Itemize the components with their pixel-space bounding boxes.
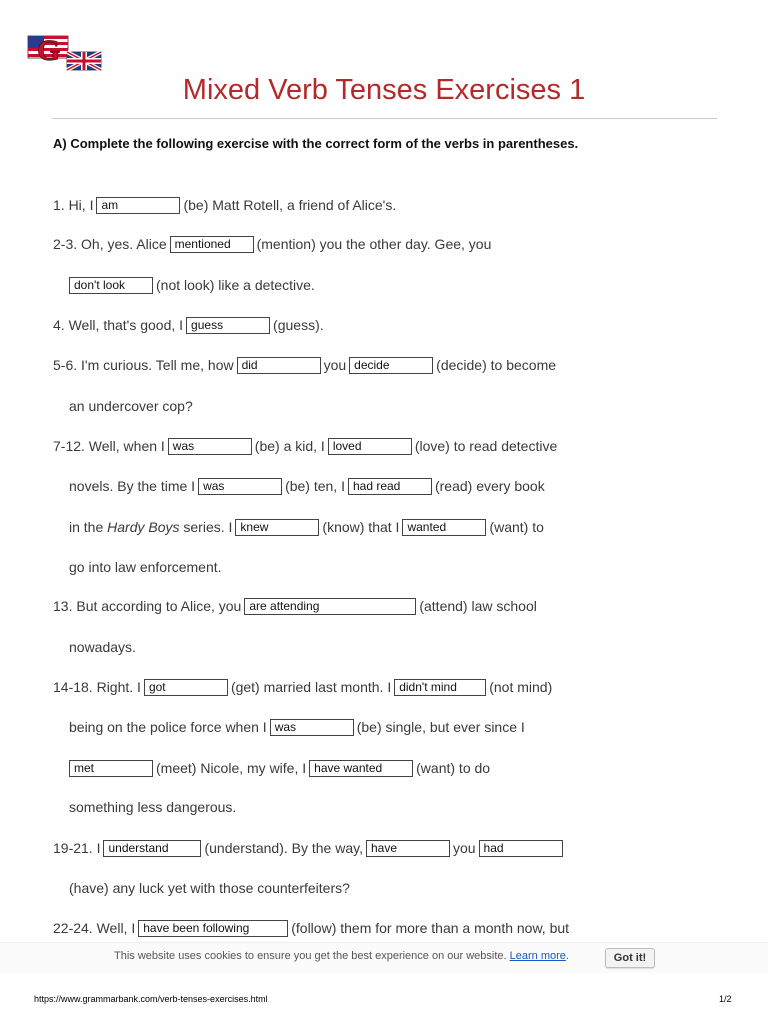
answer-input[interactable]: are attending	[244, 598, 416, 615]
exercise-line	[53, 596, 537, 616]
line-text: 5-6. I'm curious. Tell me, how	[53, 357, 234, 373]
answer-input[interactable]: met	[69, 760, 153, 777]
line-text: (be) single, but ever since I	[356, 719, 525, 735]
cookie-text: This website uses cookies to ensure you get the best experience on our website.	[114, 950, 507, 962]
book-title: Hardy Boys	[107, 519, 180, 535]
line-text: (not look) like a detective.	[156, 277, 315, 293]
answer-input[interactable]: guess	[186, 317, 270, 334]
learn-more-link[interactable]: Learn more	[509, 950, 566, 962]
line-text: (love) to read detective	[414, 438, 558, 454]
line-text: (decide) to become	[436, 357, 557, 373]
line-text: (follow) them for more than a month now, but	[291, 920, 570, 936]
line-text: 13. But according to Alice, you	[53, 598, 242, 614]
line-text: (want) to do	[416, 760, 491, 776]
exercise-line	[53, 436, 557, 456]
line-text: (not mind)	[489, 679, 553, 695]
line-text: an undercover cop?	[69, 398, 193, 414]
answer-input[interactable]: did	[237, 357, 321, 374]
exercise-line	[66, 275, 315, 295]
answer-input[interactable]: mentioned	[170, 236, 254, 253]
line-text: go into law enforcement.	[69, 559, 222, 575]
svg-text:G: G	[37, 34, 61, 67]
exercise-line	[69, 797, 236, 817]
answer-input[interactable]: loved	[328, 438, 412, 455]
exercise-line	[69, 557, 222, 577]
exercise-line	[66, 758, 490, 778]
line-text: something less dangerous.	[69, 799, 237, 815]
line-text: 4. Well, that's good, I	[53, 317, 184, 333]
footer-url: https://www.grammarbank.com/verb-tenses-exercises.html	[34, 994, 268, 1004]
answer-input[interactable]: had read	[348, 478, 432, 495]
answer-input[interactable]: had	[479, 840, 563, 857]
exercise-line	[69, 517, 544, 537]
answer-input[interactable]: have wanted	[309, 760, 413, 777]
line-text: (get) married last month. I	[230, 679, 392, 695]
exercise-line	[69, 878, 350, 898]
exercise-line	[69, 637, 136, 657]
line-text: you	[452, 840, 476, 856]
line-text: (be) Matt Rotell, a friend of Alice's.	[183, 197, 397, 213]
answer-input[interactable]: don't look	[69, 277, 153, 294]
line-text: (want) to	[489, 519, 544, 535]
answer-input[interactable]: have been following	[138, 920, 288, 937]
line-text: 14-18. Right. I	[53, 679, 141, 695]
line-text: (read) every book	[434, 478, 545, 494]
exercise-line	[53, 838, 566, 858]
line-text: (be) a kid, I	[254, 438, 325, 454]
title-divider	[52, 118, 717, 119]
exercise-line	[53, 234, 491, 254]
answer-input[interactable]: was	[168, 438, 252, 455]
cookie-consent-bar	[0, 942, 768, 973]
answer-input[interactable]: understand	[103, 840, 201, 857]
exercise-line	[53, 315, 324, 335]
line-text: (guess).	[273, 317, 324, 333]
answer-input[interactable]: decide	[349, 357, 433, 374]
line-text: (have) any luck yet with those counterfeiters?	[69, 880, 350, 896]
line-text: (attend) law school	[419, 598, 537, 614]
line-text: 19-21. I	[53, 840, 101, 856]
answer-input[interactable]: knew	[235, 519, 319, 536]
exercise-line	[69, 476, 545, 496]
line-text: (understand). By the way,	[204, 840, 363, 856]
grammarbank-logo	[27, 32, 103, 72]
line-text: (be) ten, I	[285, 478, 345, 494]
line-text: nowadays.	[69, 639, 136, 655]
answer-input[interactable]: wanted	[402, 519, 486, 536]
exercise-line	[69, 396, 193, 416]
exercise-line	[53, 195, 396, 215]
line-text: (mention) you the other day. Gee, you	[256, 236, 492, 252]
answer-input[interactable]: was	[198, 478, 282, 495]
answer-input[interactable]: have	[366, 840, 450, 857]
cookie-message: This website uses cookies to ensure you get the best experience on our website. Learn more.	[114, 950, 569, 962]
line-text: (know) that I	[322, 519, 400, 535]
line-text: 7-12. Well, when I	[53, 438, 165, 454]
answer-input[interactable]: didn't mind	[394, 679, 486, 696]
got-it-button[interactable]: Got it!	[605, 948, 655, 968]
line-text: being on the police force when I	[69, 719, 267, 735]
footer-page-number: 1/2	[719, 994, 732, 1004]
exercise-line	[69, 717, 525, 737]
exercise-line	[53, 918, 569, 938]
line-text: 2-3. Oh, yes. Alice	[53, 236, 167, 252]
exercise-line	[53, 677, 552, 697]
page-title: Mixed Verb Tenses Exercises 1	[182, 74, 586, 106]
line-text: you	[323, 357, 347, 373]
line-text: series. I	[183, 519, 233, 535]
line-text: novels. By the time I	[69, 478, 196, 494]
line-text: 1. Hi, I	[53, 197, 94, 213]
instructions: A) Complete the following exercise with the correct form of the verbs in parentheses.	[53, 136, 579, 151]
exercise-line	[53, 355, 556, 375]
answer-input[interactable]: was	[270, 719, 354, 736]
line-text: in the	[69, 519, 104, 535]
line-text: 22-24. Well, I	[53, 920, 136, 936]
answer-input[interactable]: am	[96, 197, 180, 214]
answer-input[interactable]: got	[144, 679, 228, 696]
line-text: (meet) Nicole, my wife, I	[156, 760, 307, 776]
